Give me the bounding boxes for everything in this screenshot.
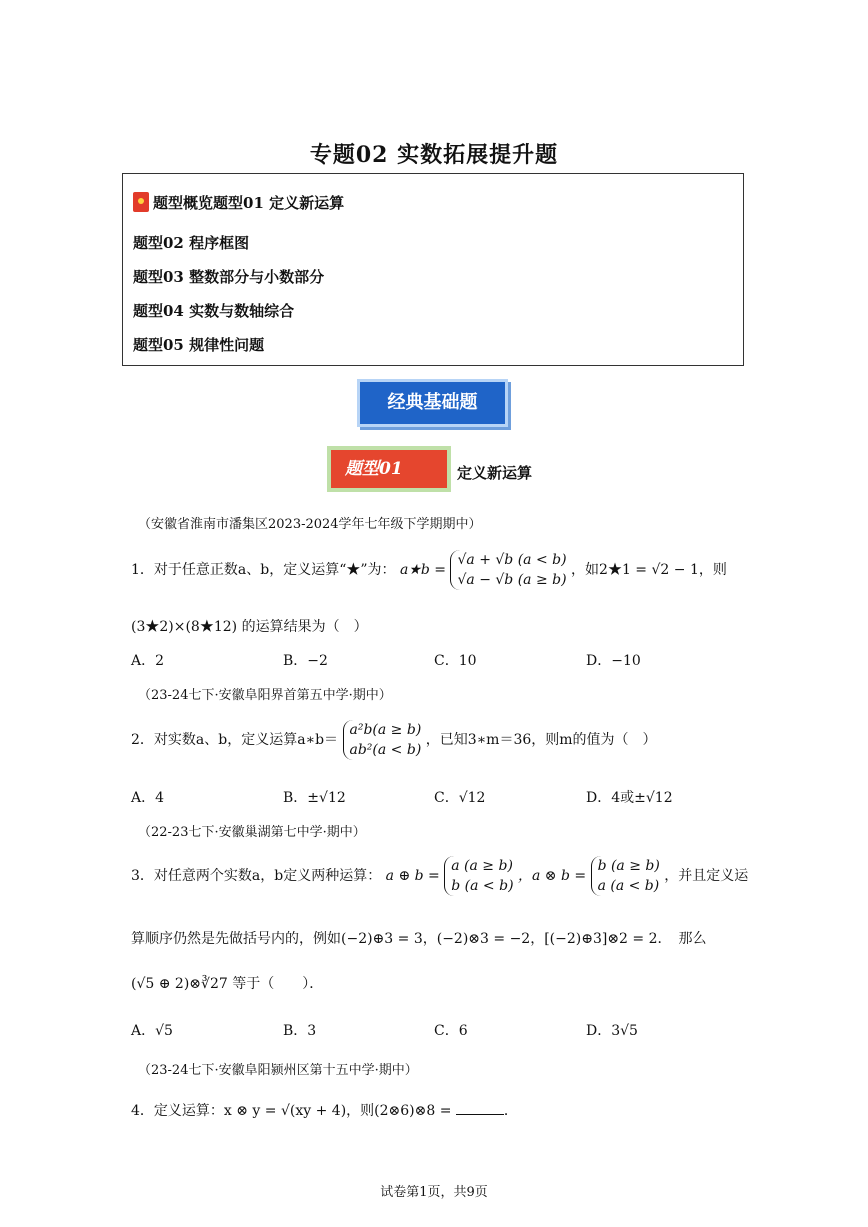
option-d: D．4或±√12 — [586, 790, 673, 806]
question-1-cases — [450, 550, 566, 590]
option-c: C．√12 — [434, 790, 486, 806]
option-b: B．3 — [283, 1023, 317, 1039]
question-1-text: 1．对于任意正数a、b，定义运算“★”为： — [131, 562, 396, 578]
toc-item-3: 题型03 整数部分与小数部分 — [133, 268, 325, 286]
question-4-source: （23-24七下·安徽阜阳颍州区第十五中学·期中） — [138, 1063, 418, 1078]
toc-item-5: 题型05 规律性问题 — [133, 336, 265, 354]
op2-cases — [591, 856, 660, 896]
case-line: a (a ≥ b) — [451, 858, 513, 874]
question-3-source: （22-23七下·安徽巢湖第七中学·期中） — [138, 825, 366, 840]
question-2-line1 — [131, 720, 657, 760]
question-2-cases — [343, 720, 422, 760]
type-badge: 题型01 — [327, 446, 451, 492]
question-1-line2: (3★2)×(8★12) 的运算结果为（ ） — [131, 619, 368, 635]
question-3-tail: ，并且定义运 — [664, 868, 749, 884]
question-1-formula: a★b = — [399, 562, 447, 578]
question-3-line2: 算顺序仍然是先做括号内的，例如(−2)⊕3 = 3，(−2)⊗3 = −2，[(−2)⊕3]⊗2 = 2． 那么 — [131, 931, 707, 947]
book-icon — [133, 192, 149, 212]
type-title: 定义新运算 — [457, 464, 533, 482]
question-3-line1 — [131, 856, 748, 896]
question-1-tail: ，如2★1 = √2 − 1，则 — [571, 562, 727, 578]
question-3-line3: (√5 ⊕ 2)⊗∛27 等于（ ）． — [131, 976, 324, 992]
toc-item-1 — [133, 192, 344, 213]
case-line: √a + √b (a < b) — [457, 552, 567, 568]
option-a: A．2 — [131, 653, 165, 669]
toc-item-4: 题型04 实数与数轴综合 — [133, 302, 295, 320]
question-1-source: （安徽省淮南市潘集区2023-2024学年七年级下学期期中） — [138, 517, 482, 532]
page-footer: 试卷第1页，共9页 — [380, 1185, 488, 1200]
page-title: 专题02 实数拓展提升题 — [309, 142, 559, 168]
question-4-text: 4．定义运算：x ⊗ y = √(xy + 4)，则(2⊗6)⊗8 = — [131, 1103, 452, 1119]
question-4-line1 — [131, 1100, 518, 1120]
case-line: b (a < b) — [451, 878, 514, 894]
section-banner: 经典基础题 — [357, 379, 508, 427]
toc-box — [122, 173, 744, 366]
question-4-tail: ． — [503, 1103, 518, 1119]
answer-blank[interactable] — [456, 1114, 504, 1115]
option-b: B．−2 — [283, 653, 328, 669]
option-a: A．√5 — [131, 1023, 173, 1039]
op1-cases — [444, 856, 513, 896]
case-line: a²b(a ≥ b) — [349, 722, 422, 738]
toc-item-text: 题型01 定义新运算 — [213, 194, 345, 212]
case-line: √a − √b (a ≥ b) — [457, 572, 567, 588]
question-2-tail: ，已知3∗m＝36，则m的值为（ ） — [425, 732, 657, 748]
toc-label: 题型概览 — [153, 194, 214, 212]
case-line: a (a < b) — [597, 878, 660, 894]
op2-formula: ，a ⊗ b = — [517, 868, 587, 884]
question-2-text: 2．对实数a、b，定义运算a∗b＝ — [131, 732, 339, 748]
option-a: A．4 — [131, 790, 165, 806]
op1-formula: a ⊕ b = — [385, 868, 440, 884]
case-line: ab²(a < b) — [349, 742, 422, 758]
toc-item-2: 题型02 程序框图 — [133, 234, 250, 252]
question-3-text: 3．对任意两个实数a，b定义两种运算： — [131, 868, 382, 884]
option-c: C．10 — [434, 653, 477, 669]
option-c: C．6 — [434, 1023, 468, 1039]
option-d: D．−10 — [586, 653, 641, 669]
option-b: B．±√12 — [283, 790, 346, 806]
question-1-line1 — [131, 550, 727, 590]
question-2-source: （23-24七下·安徽阜阳界首第五中学·期中） — [138, 688, 392, 703]
case-line: b (a ≥ b) — [597, 858, 660, 874]
option-d: D．3√5 — [586, 1023, 638, 1039]
